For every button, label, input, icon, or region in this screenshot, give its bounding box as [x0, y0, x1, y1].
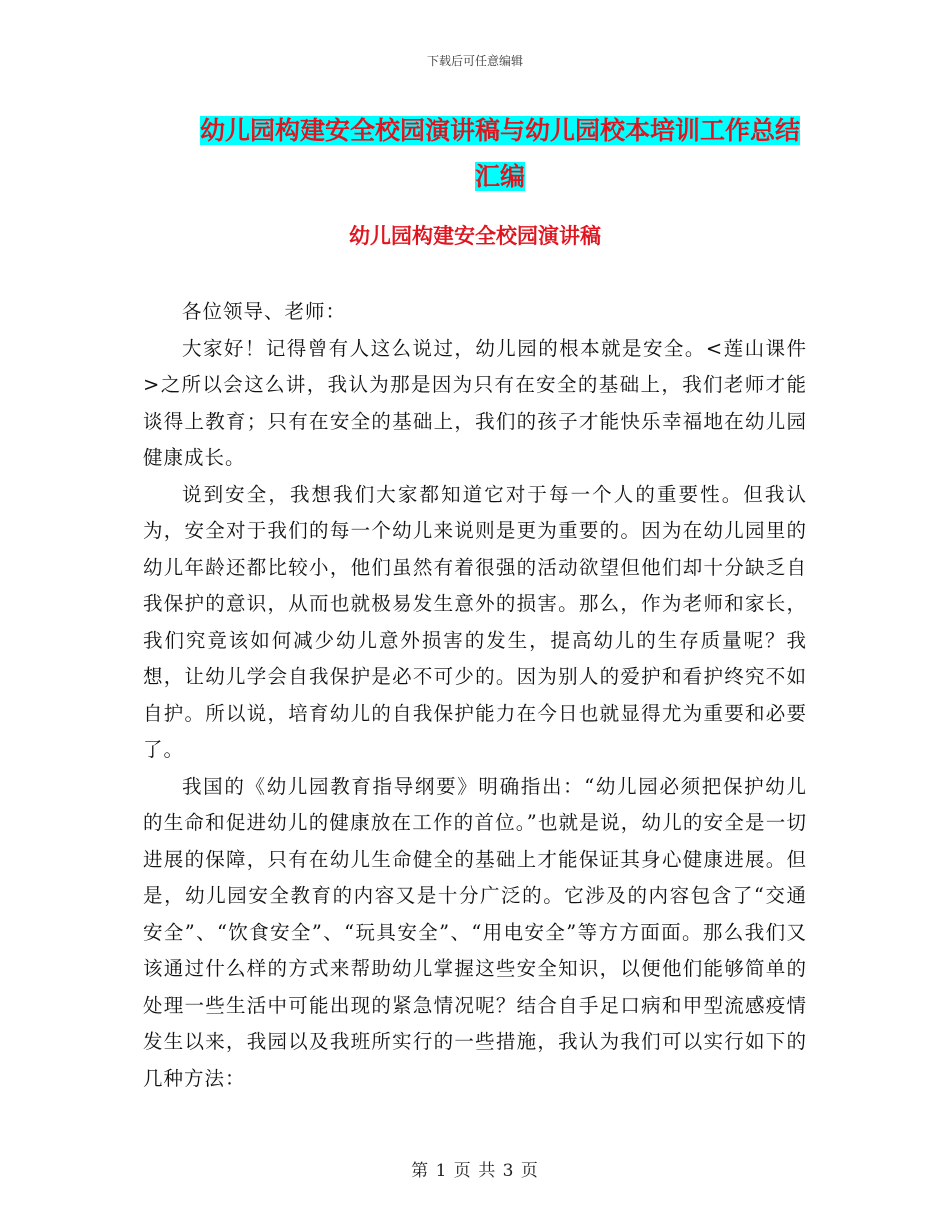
document-title	[190, 108, 810, 200]
paragraph: 我国的《幼儿园教育指导纲要》明确指出：“幼儿园必须把保护幼儿的生命和促进幼儿的健康放在工作的首位。”也就是说，幼儿的安全是一切进展的保障，只有在幼儿生命健全的基础上才能保证其身心健康进展。但是，幼儿园安全教育的内容又是十分广泛的。它涉及的内容包含了“交通安全”、“饮食安全”、“玩具安全”、“用电安全”等方方面面。那么我们又该通过什么样的方式来帮助幼儿掌握这些安全知识，以便他们能够简单的处理一些生活中可能出现的紧急情况呢？结合自手足口病和甲型流感疫情发生以来，我园以及我班所实行的一些措施，我认为我们可以实行如下的几种方法：	[143, 774, 807, 1090]
document-title-text: 幼儿园构建安全校园演讲稿与幼儿园校本培训工作总结汇编	[199, 116, 800, 191]
paragraph: 说到安全，我想我们大家都知道它对于每一个人的重要性。但我认为，安全对于我们的每一个幼儿来说则是更为重要的。因为在幼儿园里的幼儿年龄还都比较小，他们虽然有着很强的活动欲望但他们却十分缺乏自我保护的意识，从而也就极易发生意外的损害。那么，作为老师和家长，我们究竟该如何减少幼儿意外损害的发生，提高幼儿的生存质量呢？我想，让幼儿学会自我保护是必不可少的。因为别人的爱护和看护终究不如自护。所以说，培育幼儿的自我保护能力在今日也就显得尤为重要和必要了。	[143, 482, 807, 761]
paragraph: 大家好！记得曾有人这么说过，幼儿园的根本就是安全。<莲山课件 >之所以会这么讲，我认为那是因为只有在安全的基础上，我们老师才能谈得上教育；只有在安全的基础上，我们的孩子才能快乐幸福地在幼儿园健康成长。	[143, 336, 807, 469]
paragraph-salutation: 各位领导、老师：	[182, 300, 347, 323]
document-body	[143, 294, 807, 1097]
page-footer: 第 1 页 共 3 页	[411, 1161, 539, 1181]
page-header-note: 下载后可任意编辑	[426, 54, 523, 68]
section-title: 幼儿园构建安全校园演讲稿	[349, 224, 601, 248]
